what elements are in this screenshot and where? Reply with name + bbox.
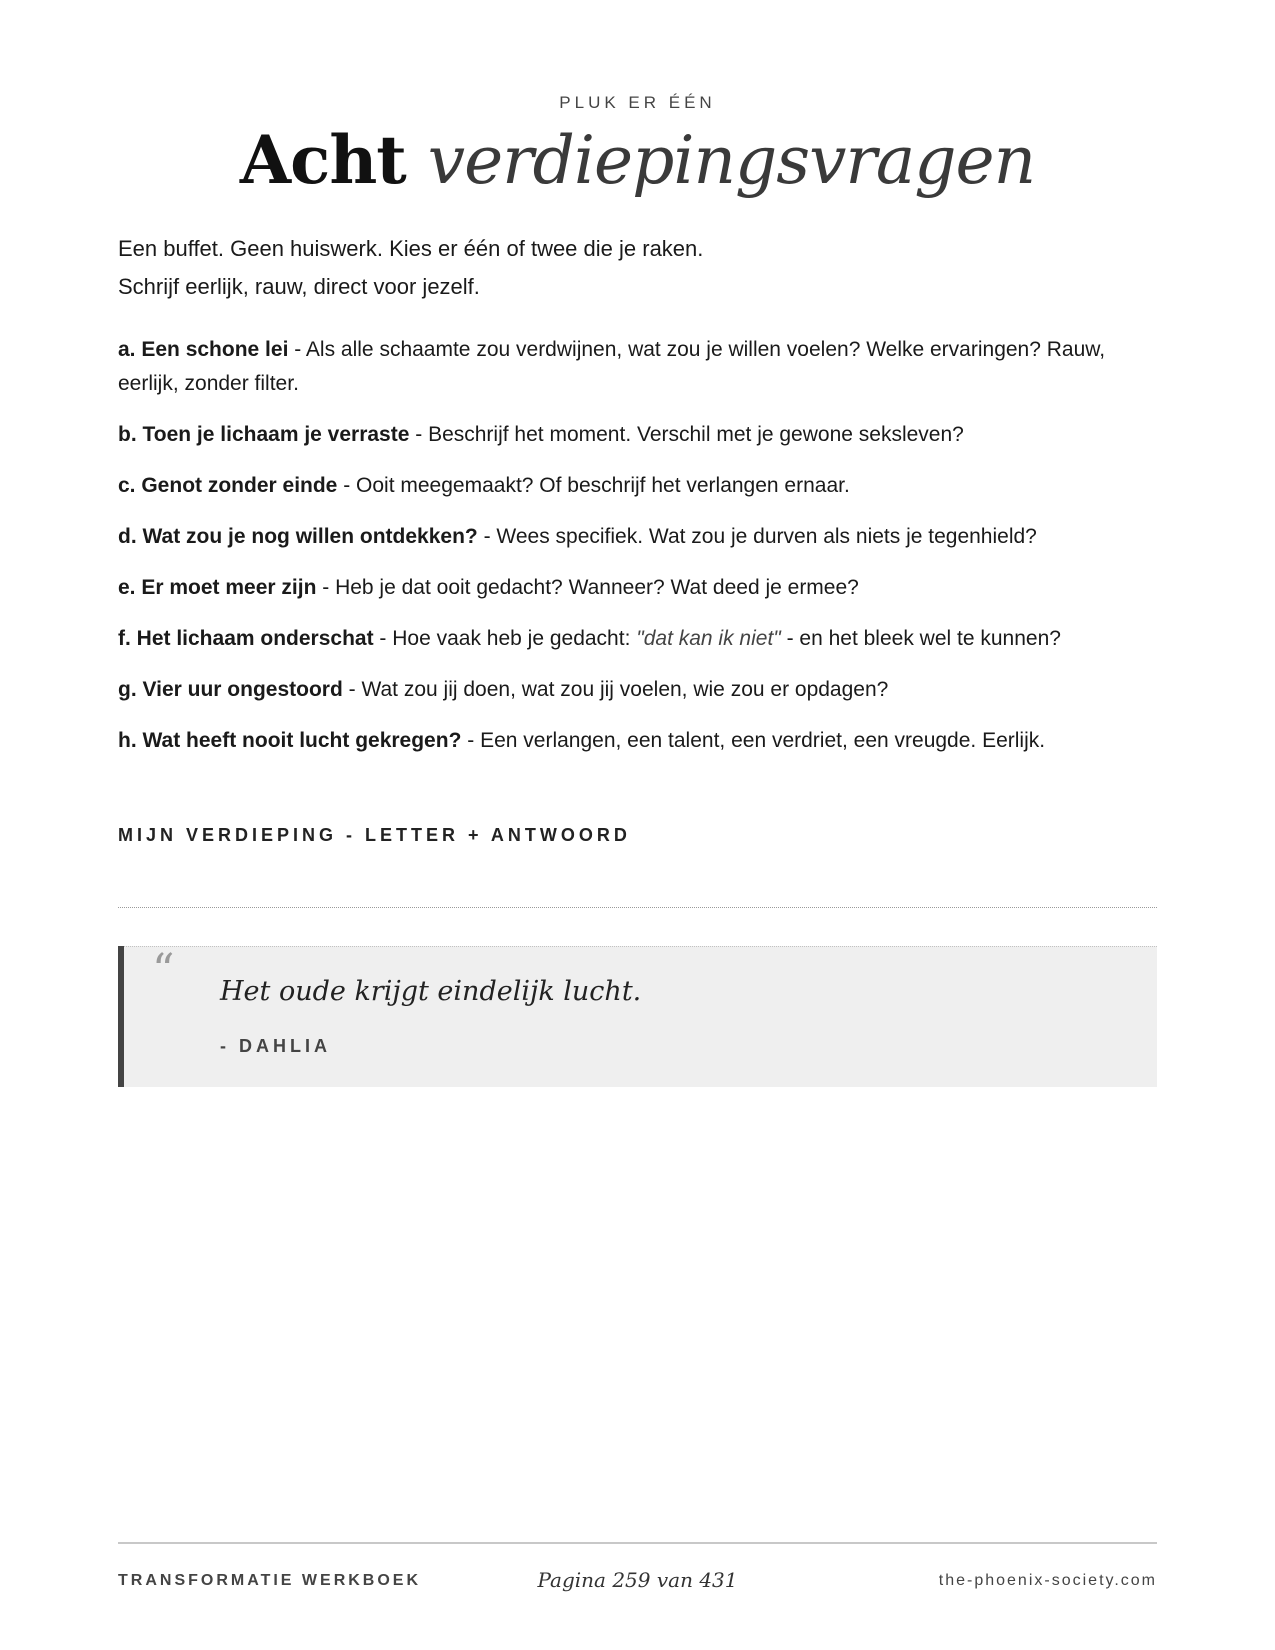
question-text: - Beschrijf het moment. Verschil met je gewone seksleven? [409,423,964,446]
question-text: - Wees specifiek. Wat zou je durven als niets je tegenhield? [477,525,1037,548]
quote-text: Het oude krijgt eindelijk lucht. [220,976,642,1007]
footer-page-number: Pagina 259 van 431 [537,1568,738,1592]
footer-divider [118,1542,1157,1544]
footer-book-title: TRANSFORMATIE WERKBOEK [118,1572,422,1589]
question-item-c [118,469,1157,503]
question-title: c. Genot zonder einde [118,474,338,497]
question-item-g [118,673,1157,707]
page-kicker: PLUK ER ÉÉN [559,93,716,112]
question-text: - Hoe vaak heb je gedacht: [373,627,637,650]
question-title: f. Het lichaam onderschat [118,627,374,650]
question-title: e. Er moet meer zijn [118,576,317,599]
intro-text [118,230,1157,306]
question-text-after: - en het bleek wel te kunnen? [780,627,1061,650]
question-item-f [118,622,1157,656]
question-title: a. Een schone lei [118,338,289,361]
quote-author: - DAHLIA [220,1036,331,1056]
intro-line-1: Een buffet. Geen huiswerk. Kies er één of twee die je raken. [118,236,704,261]
footer-website: the-phoenix-society.com [938,1572,1157,1589]
question-text: - Als alle schaamte zou verdwijnen, wat zou je willen voelen? Welke ervaringen? Rauw, eerlijk, zonder filter. [118,338,1106,395]
question-title: d. Wat zou je nog willen ontdekken? [118,525,478,548]
title-plain: Acht [239,121,406,199]
question-text: - Heb je dat ooit gedacht? Wanneer? Wat deed je ermee? [316,576,859,599]
question-text: - Wat zou jij doen, wat zou jij voelen, wie zou er opdagen? [342,678,889,701]
question-text: - Een verlangen, een talent, een verdriet, een vreugde. Eerlijk. [461,729,1046,752]
question-item-d [118,520,1157,554]
question-inline-quote: "dat kan ik niet" [636,627,781,650]
question-item-a [118,333,1157,401]
question-title: b. Toen je lichaam je verraste [118,423,410,446]
question-item-e [118,571,1157,605]
question-list [118,333,1157,775]
question-item-b [118,418,1157,452]
quote-top-divider [124,946,1157,947]
question-text: - Ooit meegemaakt? Of beschrijf het verlangen ernaar. [337,474,850,497]
answer-writing-line[interactable] [118,907,1157,908]
workbook-page [118,0,1157,1650]
quote-block [118,946,1157,1087]
question-title: h. Wat heeft nooit lucht gekregen? [118,729,462,752]
page-title [118,118,1157,203]
answer-section-label: MIJN VERDIEPING - LETTER + ANTWOORD [118,825,631,845]
quote-mark-icon: “ [152,945,175,996]
question-title: g. Vier uur ongestoord [118,678,343,701]
title-italic: verdiepingsvragen [427,122,1036,199]
intro-line-2: Schrijf eerlijk, rauw, direct voor jezelf. [118,274,480,299]
question-item-h [118,724,1157,758]
